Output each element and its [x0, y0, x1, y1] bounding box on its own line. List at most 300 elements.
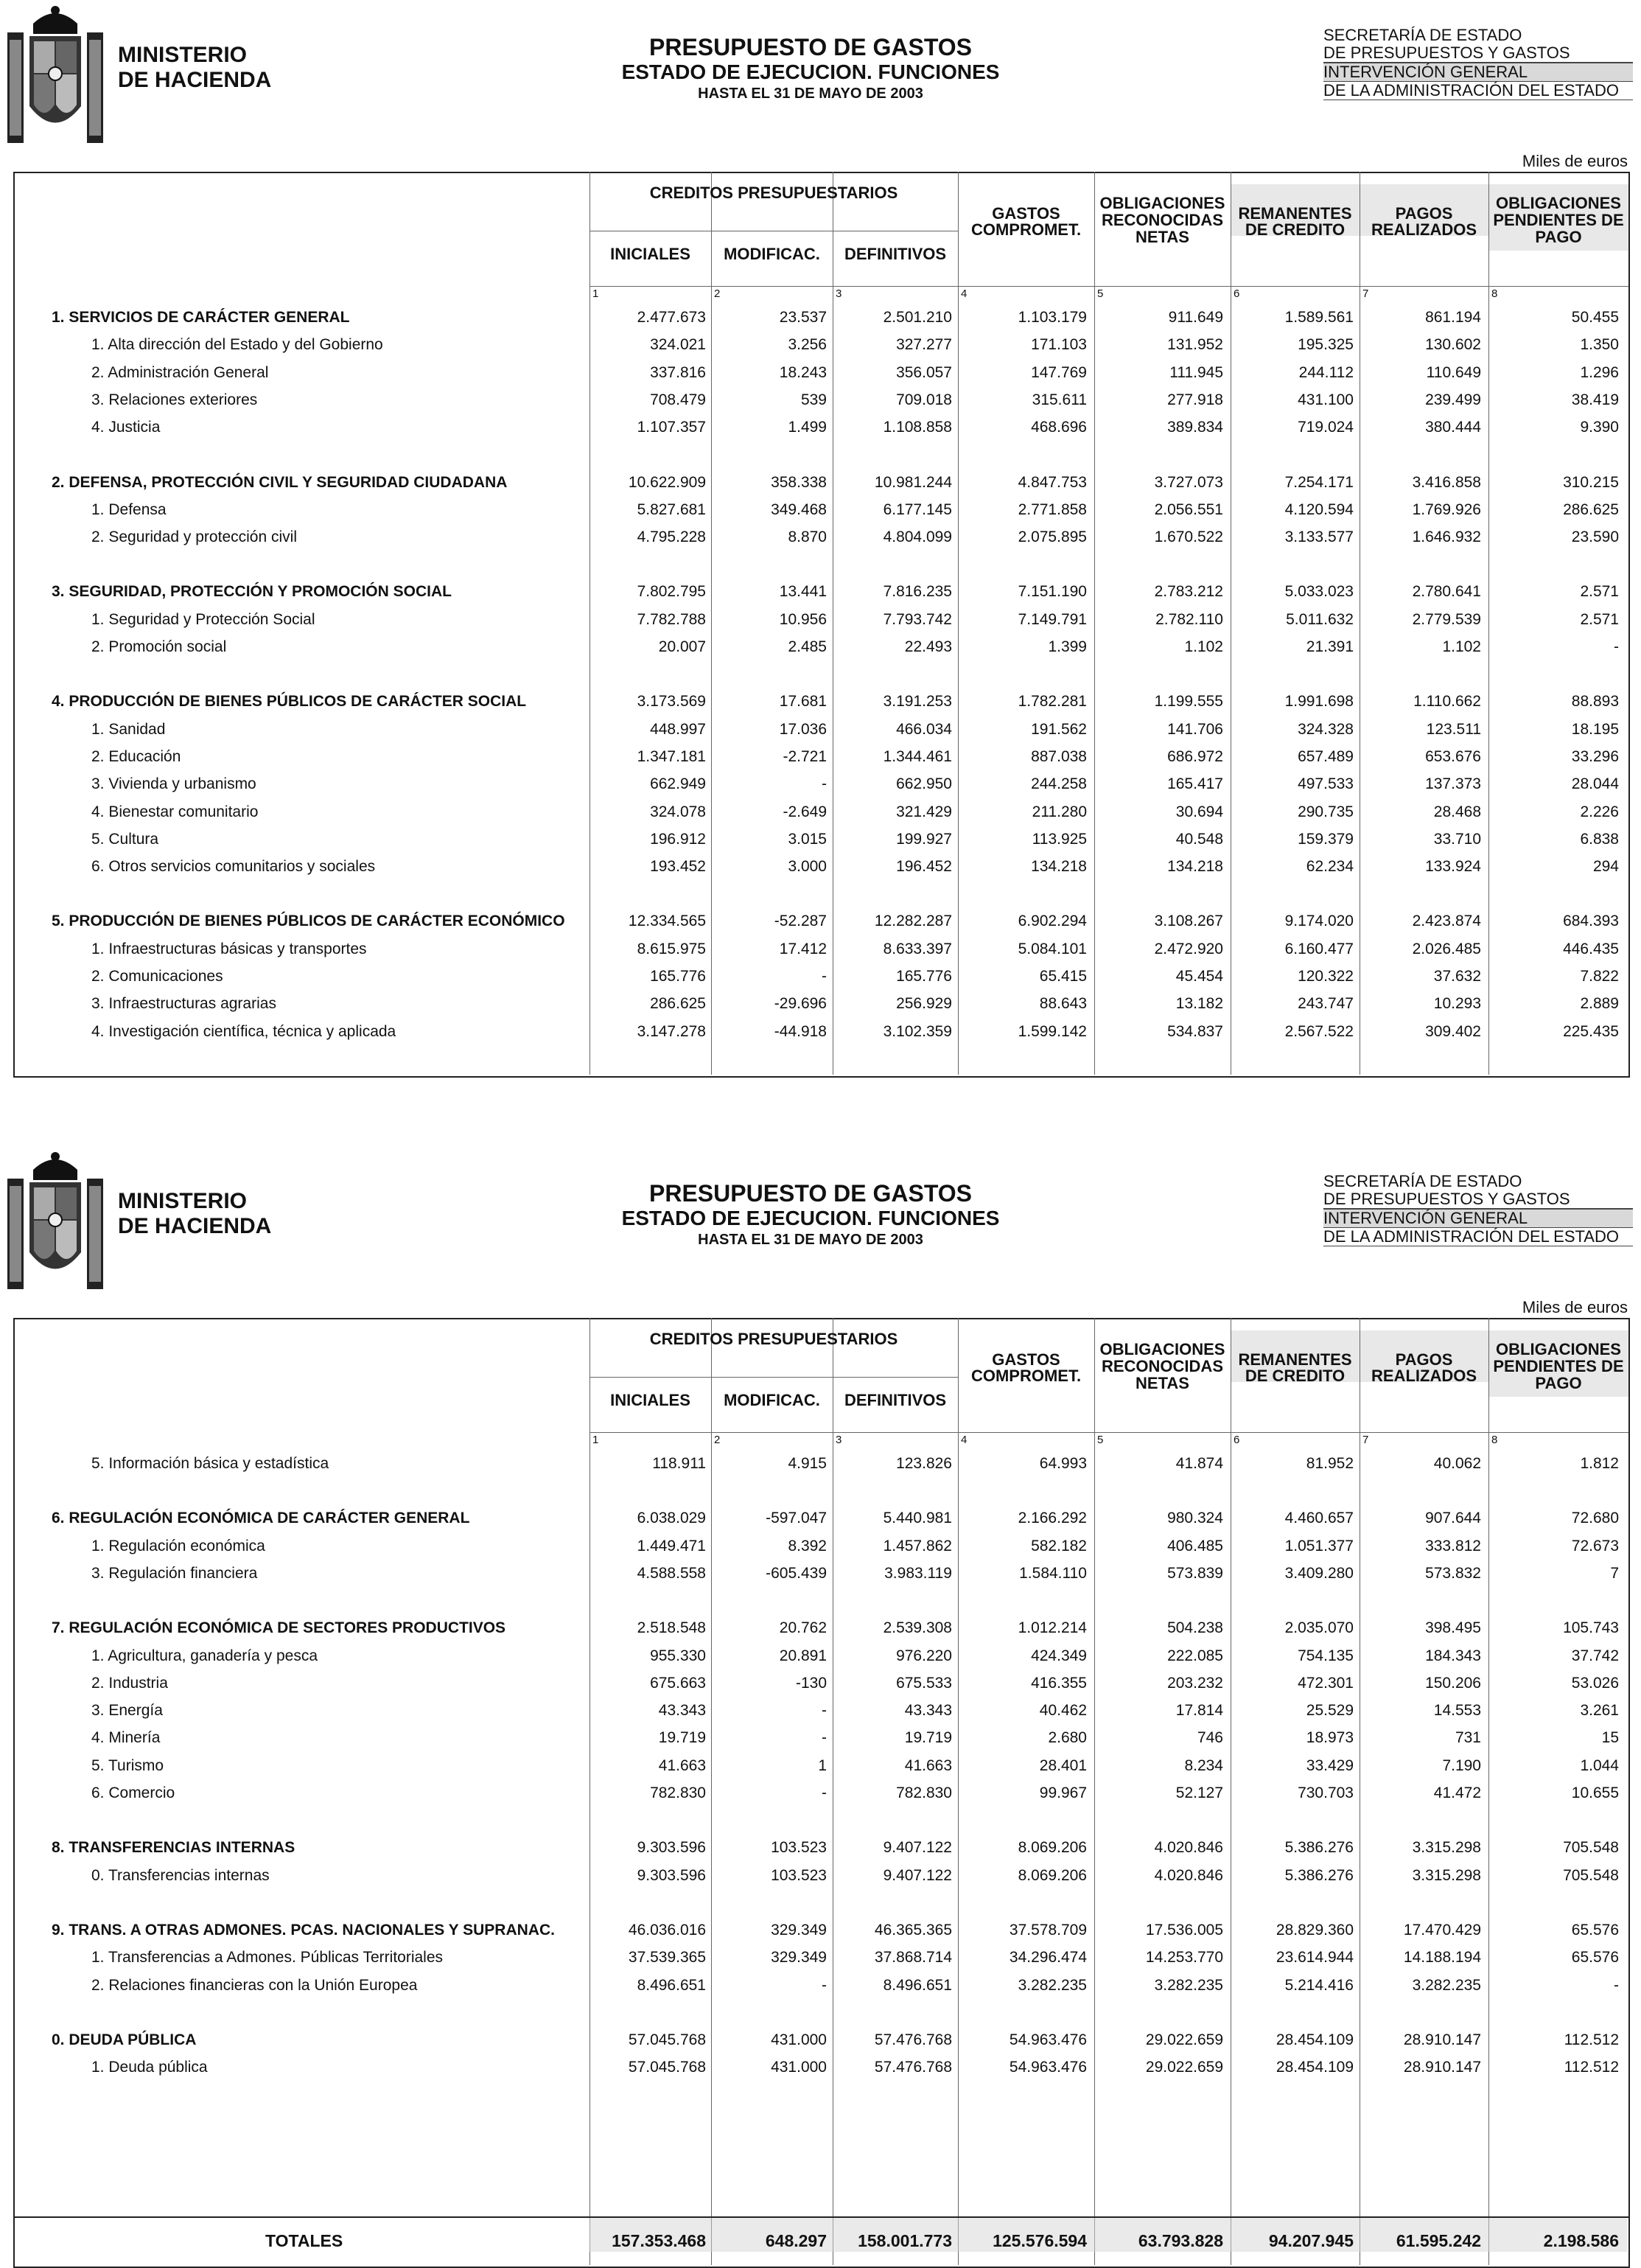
cell-value: 3.282.235 — [1018, 1976, 1087, 1994]
cell-value: -52.287 — [774, 913, 827, 930]
cell-value: 112.512 — [1564, 2031, 1619, 2048]
cell-value: 1.102 — [1442, 638, 1481, 655]
row-label: 1. Alta dirección del Estado y del Gobierno — [91, 336, 383, 354]
cell-value: 327.277 — [896, 336, 952, 354]
category-row — [15, 470, 1627, 497]
row-label: 3. Relaciones exteriores — [91, 391, 258, 408]
row-label: 1. Regulación económica — [91, 1537, 265, 1555]
row-label: 1. Seguridad y Protección Social — [91, 610, 315, 628]
row-label: 6. Comercio — [91, 1784, 175, 1801]
cell-value: -44.918 — [774, 1022, 827, 1040]
crest-container — [7, 3, 103, 143]
cell-value: -597.047 — [766, 1510, 827, 1527]
cell-value: 2.779.539 — [1412, 610, 1481, 628]
cell-value: 1.599.142 — [1018, 1022, 1087, 1040]
cell-value: 72.673 — [1571, 1537, 1619, 1555]
cell-value: -605.439 — [766, 1564, 827, 1582]
cell-value: 2.518.548 — [637, 1619, 706, 1637]
column-number: 7 — [1362, 1434, 1369, 1446]
cell-value: 17.681 — [779, 693, 827, 711]
cell-value: 329.349 — [771, 1949, 827, 1967]
cell-value: 324.328 — [1298, 720, 1354, 738]
cell-value: 389.834 — [1167, 419, 1223, 436]
cell-value: 14.553 — [1433, 1702, 1481, 1720]
cell-value: 3.191.253 — [883, 693, 952, 711]
cell-value: 103.523 — [771, 1839, 827, 1857]
subcategory-row — [15, 1533, 1627, 1560]
cell-value: 1.646.932 — [1412, 528, 1481, 546]
cell-value: 709.018 — [896, 391, 952, 408]
subcategory-row — [15, 1972, 1627, 2000]
subcategory-row — [15, 963, 1627, 991]
category-row — [15, 1505, 1627, 1532]
cell-value: 686.972 — [1167, 747, 1223, 765]
row-label: 5. Información básica y estadística — [91, 1455, 329, 1472]
cell-value: 4.847.753 — [1018, 473, 1087, 491]
title-line-2: ESTADO DE EJECUCION. FUNCIONES — [621, 60, 1000, 83]
cell-value: 57.476.768 — [874, 2031, 952, 2048]
cell-value: 10.622.909 — [628, 473, 706, 491]
totals-value: 648.297 — [765, 2231, 827, 2250]
cell-value: 2.485 — [788, 638, 827, 655]
cell-value: 705.548 — [1563, 1866, 1619, 1884]
cell-value: 111.945 — [1169, 363, 1223, 381]
cell-value: 14.188.194 — [1403, 1949, 1481, 1967]
cell-value: 705.548 — [1563, 1839, 1619, 1857]
category-row — [15, 2027, 1627, 2054]
cell-value: 8.392 — [788, 1537, 827, 1555]
cell-value: 358.338 — [771, 473, 827, 491]
subcategory-row — [15, 1643, 1627, 1670]
subcategory-row — [15, 1697, 1627, 1725]
cell-value: 380.444 — [1425, 419, 1481, 436]
cell-value: 2.567.522 — [1284, 1022, 1354, 1040]
row-label: 2. Industria — [91, 1674, 168, 1692]
cell-value: 754.135 — [1298, 1647, 1354, 1664]
cell-value: 3.727.073 — [1154, 473, 1223, 491]
cell-value: 782.830 — [896, 1784, 952, 1801]
column-header-obligaciones-3: NETAS — [1136, 1374, 1189, 1392]
cell-value: 277.918 — [1167, 391, 1223, 408]
column-number: 6 — [1234, 1434, 1240, 1446]
subcategory-row — [15, 1944, 1627, 1972]
cell-value: 12.282.287 — [874, 913, 952, 930]
cell-value: 12.334.565 — [628, 913, 706, 930]
cell-value: 81.952 — [1306, 1455, 1354, 1472]
column-header-remanentes: REMANENTES — [1238, 1350, 1352, 1369]
totals-value: 157.353.468 — [612, 2231, 706, 2250]
cell-value: 33.710 — [1433, 830, 1481, 848]
cell-value: 4.460.657 — [1284, 1510, 1354, 1527]
totals-value: 2.198.586 — [1543, 2231, 1619, 2250]
subcategory-row — [15, 524, 1627, 551]
cell-value: 193.452 — [650, 858, 706, 876]
row-label: 3. Energía — [91, 1702, 163, 1720]
cell-value: 137.373 — [1425, 775, 1481, 793]
cell-value: 315.611 — [1032, 391, 1087, 408]
cell-value: 45.454 — [1175, 968, 1223, 985]
cell-value: 7.822 — [1580, 968, 1619, 985]
cell-value: 28.910.147 — [1403, 2059, 1481, 2076]
cell-value: 980.324 — [1167, 1510, 1223, 1527]
row-label: 5. Turismo — [91, 1756, 164, 1774]
secretariat-line-2: DE PRESUPUESTOS Y GASTOS — [1323, 44, 1633, 63]
row-label: 4. Investigación científica, técnica y aplicada — [91, 1022, 396, 1040]
cell-value: 65.415 — [1039, 968, 1087, 985]
title-line-3: HASTA EL 31 DE MAYO DE 2003 — [698, 86, 923, 102]
cell-value: 30.694 — [1175, 803, 1223, 820]
totals-value: 61.595.242 — [1396, 2231, 1481, 2250]
cell-value: 37.578.709 — [1009, 1921, 1087, 1939]
column-header-pendientes: OBLIGACIONES — [1496, 194, 1621, 212]
cell-value: 1.399 — [1048, 638, 1087, 655]
subcategory-row — [15, 936, 1627, 963]
cell-value: 29.022.659 — [1145, 2059, 1223, 2076]
secretariat-line-3: INTERVENCIÓN GENERAL — [1323, 1209, 1633, 1228]
cell-value: 196.452 — [896, 858, 952, 876]
title-line-1: PRESUPUESTO DE GASTOS — [648, 34, 973, 60]
cell-value: 165.776 — [650, 968, 706, 985]
cell-value: 286.625 — [650, 995, 706, 1013]
cell-value: - — [822, 1702, 827, 1720]
totals-value: 125.576.594 — [993, 2231, 1087, 2250]
cell-value: 211.280 — [1032, 803, 1087, 820]
cell-value: 573.832 — [1425, 1564, 1481, 1582]
cell-value: 147.769 — [1031, 363, 1087, 381]
cell-value: 28.401 — [1039, 1756, 1087, 1774]
secretariat-block — [1323, 1173, 1641, 1246]
cell-value: 14.253.770 — [1145, 1949, 1223, 1967]
column-group-header: CREDITOS PRESUPUESTARIOS — [649, 1330, 898, 1348]
cell-value: 7.254.171 — [1284, 473, 1354, 491]
cell-value: 337.816 — [650, 363, 706, 381]
cell-value: 34.296.474 — [1009, 1949, 1087, 1967]
cell-value: 40.548 — [1175, 830, 1223, 848]
row-label: 3. Vivienda y urbanismo — [91, 775, 256, 793]
cell-value: 191.562 — [1031, 720, 1087, 738]
cell-value: 730.703 — [1298, 1784, 1354, 1801]
cell-value: 286.625 — [1563, 500, 1619, 518]
cell-value: 9.407.122 — [883, 1839, 952, 1857]
column-header-pagos-2: REALIZADOS — [1371, 220, 1477, 239]
cell-value: 657.489 — [1298, 747, 1354, 765]
category-row — [15, 1835, 1627, 1862]
column-header-definitivos: DEFINITIVOS — [844, 1391, 947, 1409]
totals-label: TOTALES — [265, 2231, 343, 2250]
category-row — [15, 1917, 1627, 1944]
cell-value: 468.696 — [1031, 419, 1087, 436]
cell-value: 17.536.005 — [1145, 1921, 1223, 1939]
subcategory-row — [15, 744, 1627, 771]
cell-value: 1.344.461 — [883, 747, 952, 765]
cell-value: 431.000 — [771, 2059, 827, 2076]
cell-value: 28.044 — [1571, 775, 1619, 793]
cell-value: 294 — [1592, 858, 1619, 876]
cell-value: 37.632 — [1433, 968, 1481, 985]
column-number: 4 — [961, 287, 968, 300]
units-label: Miles de euros — [1522, 152, 1628, 170]
subcategory-row — [15, 634, 1627, 661]
cell-value: 1.110.662 — [1413, 693, 1481, 711]
column-number: 5 — [1097, 287, 1104, 300]
cell-value: 99.967 — [1039, 1784, 1087, 1801]
cell-value: 225.435 — [1563, 1022, 1619, 1040]
cell-value: 1.991.698 — [1284, 693, 1354, 711]
row-label: 1. Infraestructuras básicas y transportes — [91, 940, 367, 957]
cell-value: 203.232 — [1167, 1674, 1223, 1692]
cell-value: 976.220 — [896, 1647, 952, 1664]
header-rule — [589, 1432, 1628, 1433]
cell-value: 4.915 — [788, 1455, 827, 1472]
cell-value: 28.468 — [1433, 803, 1481, 820]
cell-value: 120.322 — [1298, 968, 1354, 985]
cell-value: 7.793.742 — [883, 610, 952, 628]
cell-value: 131.952 — [1167, 336, 1223, 354]
cell-value: 3.261 — [1580, 1702, 1619, 1720]
row-label: 2. DEFENSA, PROTECCIÓN CIVIL Y SEGURIDAD CIUDADANA — [52, 473, 508, 491]
cell-value: 5.033.023 — [1284, 583, 1354, 601]
subcategory-row — [15, 607, 1627, 634]
cell-value: 13.441 — [779, 583, 827, 601]
cell-value: 1.670.522 — [1154, 528, 1223, 546]
column-number: 2 — [714, 287, 721, 300]
cell-value: 41.663 — [658, 1756, 706, 1774]
cell-value: - — [822, 775, 827, 793]
cell-value: 431.000 — [771, 2031, 827, 2048]
cell-value: 2.056.551 — [1154, 500, 1223, 518]
category-row — [15, 304, 1627, 332]
secretariat-block — [1323, 27, 1641, 100]
cell-value: -29.696 — [774, 995, 827, 1013]
cell-value: 184.343 — [1425, 1647, 1481, 1664]
cell-value: 4.804.099 — [883, 528, 952, 546]
row-label: 4. Bienestar comunitario — [91, 803, 259, 820]
cell-value: - — [822, 1784, 827, 1801]
cell-value: 7.782.788 — [637, 610, 706, 628]
cell-value: 2.571 — [1580, 583, 1619, 601]
cell-value: 5.827.681 — [637, 500, 706, 518]
cell-value: 123.826 — [896, 1455, 952, 1472]
secretariat-line-4: DE LA ADMINISTRACIÓN DEL ESTADO — [1323, 1228, 1633, 1246]
cell-value: 37.742 — [1571, 1647, 1619, 1664]
cell-value: 165.417 — [1167, 775, 1223, 793]
page-header — [0, 1146, 1641, 1316]
totals-value: 94.207.945 — [1268, 2231, 1354, 2250]
cell-value: 9.303.596 — [637, 1839, 706, 1857]
cell-value: 2.166.292 — [1018, 1510, 1087, 1527]
cell-value: 20.891 — [779, 1647, 827, 1664]
column-number: 1 — [592, 287, 599, 300]
cell-value: 2.075.895 — [1018, 528, 1087, 546]
cell-value: 7 — [1610, 1564, 1619, 1582]
subcategory-row — [15, 1863, 1627, 1890]
report-page — [0, 1146, 1641, 2265]
subcategory-row — [15, 991, 1627, 1018]
column-header-pagos-2: REALIZADOS — [1371, 1367, 1477, 1385]
cell-value: 118.911 — [652, 1455, 706, 1472]
report-page — [0, 0, 1641, 1119]
cell-value: 222.085 — [1167, 1647, 1223, 1664]
cell-value: 5.214.416 — [1284, 1976, 1354, 1994]
cell-value: 1.199.555 — [1154, 693, 1223, 711]
cell-value: 3.147.278 — [637, 1022, 706, 1040]
cell-value: 8.870 — [788, 528, 827, 546]
cell-value: 653.676 — [1425, 747, 1481, 765]
cell-value: 244.112 — [1298, 363, 1354, 381]
cell-value: 446.435 — [1563, 940, 1619, 957]
subcategory-row — [15, 716, 1627, 744]
cell-value: 5.440.981 — [883, 1510, 952, 1527]
cell-value: 448.997 — [650, 720, 706, 738]
secretariat-line-1: SECRETARÍA DE ESTADO — [1323, 1172, 1522, 1190]
cell-value: 424.349 — [1031, 1647, 1087, 1664]
column-header-obligaciones: OBLIGACIONES — [1099, 194, 1225, 212]
column-header-obligaciones-2: RECONOCIDAS — [1101, 1357, 1223, 1375]
cell-value: 5.084.101 — [1018, 940, 1087, 957]
cell-value: 22.493 — [904, 638, 952, 655]
subcategory-row — [15, 854, 1627, 881]
column-header-definitivos: DEFINITIVOS — [844, 245, 947, 263]
cell-value: 54.963.476 — [1009, 2059, 1087, 2076]
cell-value: 123.511 — [1426, 720, 1481, 738]
cell-value: 4.020.846 — [1154, 1866, 1223, 1884]
row-label: 0. Transferencias internas — [91, 1866, 270, 1884]
cell-value: 133.924 — [1425, 858, 1481, 876]
cell-value: 15 — [1601, 1729, 1619, 1747]
subcategory-row — [15, 332, 1627, 359]
row-label: 6. Otros servicios comunitarios y sociales — [91, 858, 376, 876]
cell-value: -130 — [795, 1674, 827, 1692]
column-header-modificac: MODIFICAC. — [724, 1391, 820, 1409]
subcategory-row — [15, 1019, 1627, 1046]
cell-value: 1.812 — [1580, 1455, 1619, 1472]
cell-value: 324.078 — [650, 803, 706, 820]
ministry-line-2: DE HACIENDA — [118, 1214, 272, 1238]
cell-value: 8.615.975 — [637, 940, 706, 957]
cell-value: 23.537 — [779, 309, 827, 326]
column-header-pendientes: OBLIGACIONES — [1496, 1340, 1621, 1358]
subcategory-row — [15, 826, 1627, 854]
cell-value: 46.036.016 — [628, 1921, 706, 1939]
row-label: 3. Regulación financiera — [91, 1564, 258, 1582]
cell-value: 43.343 — [658, 1702, 706, 1720]
subcategory-row — [15, 771, 1627, 798]
column-header-pendientes-2: PENDIENTES DE — [1493, 1357, 1624, 1375]
ministry-name — [118, 1189, 271, 1239]
cell-value: 497.533 — [1298, 775, 1354, 793]
cell-value: 2.889 — [1580, 995, 1619, 1013]
cell-value: 416.355 — [1031, 1674, 1087, 1692]
cell-value: 141.706 — [1167, 720, 1223, 738]
cell-value: 7.149.791 — [1018, 610, 1087, 628]
cell-value: 1.449.471 — [637, 1537, 706, 1555]
cell-value: 7.802.795 — [637, 583, 706, 601]
cell-value: 8.496.651 — [883, 1976, 952, 1994]
cell-value: -2.721 — [783, 747, 827, 765]
subcategory-row — [15, 387, 1627, 414]
row-label: 4. Minería — [91, 1729, 161, 1747]
cell-value: 5.386.276 — [1284, 1866, 1354, 1884]
cell-value: 5.386.276 — [1284, 1839, 1354, 1857]
cell-value: 3.983.119 — [884, 1564, 952, 1582]
cell-value: 17.412 — [779, 940, 827, 957]
cell-value: 534.837 — [1167, 1022, 1223, 1040]
column-number: 1 — [592, 1434, 599, 1446]
cell-value: 8.633.397 — [883, 940, 952, 957]
subcategory-row — [15, 360, 1627, 387]
cell-value: 17.470.429 — [1403, 1921, 1481, 1939]
cell-value: 239.499 — [1425, 391, 1481, 408]
cell-value: 3.108.267 — [1154, 913, 1223, 930]
category-row — [15, 579, 1627, 606]
cell-value: 8.234 — [1184, 1756, 1223, 1774]
cell-value: 17.814 — [1175, 1702, 1223, 1720]
cell-value: 2.026.485 — [1412, 940, 1481, 957]
report-title — [575, 34, 1046, 103]
cell-value: 329.349 — [771, 1921, 827, 1939]
cell-value: 37.539.365 — [628, 1949, 706, 1967]
cell-value: 37.868.714 — [874, 1949, 952, 1967]
cell-value: 29.022.659 — [1145, 2031, 1223, 2048]
cell-value: 2.423.874 — [1412, 913, 1481, 930]
category-row — [15, 688, 1627, 716]
row-label: 2. Comunicaciones — [91, 968, 223, 985]
cell-value: 3.173.569 — [637, 693, 706, 711]
subcategory-row — [15, 1725, 1627, 1752]
cell-value: 23.590 — [1571, 528, 1619, 546]
row-label: 3. SEGURIDAD, PROTECCIÓN Y PROMOCIÓN SOCIAL — [52, 583, 452, 601]
column-number: 6 — [1234, 287, 1240, 300]
cell-value: 2.782.110 — [1155, 610, 1223, 628]
subcategory-row — [15, 1670, 1627, 1697]
page-header — [0, 0, 1641, 170]
cell-value: 130.602 — [1425, 336, 1481, 354]
cell-value: 112.512 — [1564, 2059, 1619, 2076]
cell-value: 57.045.768 — [628, 2059, 706, 2076]
cell-value: 64.993 — [1039, 1455, 1087, 1472]
cell-value: -2.649 — [783, 803, 827, 820]
row-label: 2. Educación — [91, 747, 181, 765]
cell-value: 165.776 — [896, 968, 952, 985]
cell-value: 7.190 — [1442, 1756, 1481, 1774]
column-header-obligaciones: OBLIGACIONES — [1099, 1340, 1225, 1358]
coat-of-arms-icon — [7, 3, 103, 143]
cell-value: 6.838 — [1580, 830, 1619, 848]
cell-value: 1.296 — [1580, 363, 1619, 381]
cell-value: 18.973 — [1306, 1729, 1354, 1747]
cell-value: 10.981.244 — [874, 473, 952, 491]
column-header-pagos: PAGOS — [1395, 204, 1453, 223]
column-number: 8 — [1491, 287, 1498, 300]
row-label: 4. PRODUCCIÓN DE BIENES PÚBLICOS DE CARÁCTER SOCIAL — [52, 693, 527, 711]
cell-value: 1.457.862 — [883, 1537, 952, 1555]
category-row — [15, 908, 1627, 935]
row-label: 1. SERVICIOS DE CARÁCTER GENERAL — [52, 309, 350, 326]
cell-value: 309.402 — [1425, 1022, 1481, 1040]
cell-value: 28.829.360 — [1276, 1921, 1354, 1939]
cell-value: - — [822, 968, 827, 985]
row-label: 9. TRANS. A OTRAS ADMONES. PCAS. NACIONALES Y SUPRANAC. — [52, 1921, 555, 1939]
cell-value: 887.038 — [1031, 747, 1087, 765]
cell-value: 582.182 — [1031, 1537, 1087, 1555]
cell-value: 52.127 — [1175, 1784, 1223, 1801]
secretariat-line-4: DE LA ADMINISTRACIÓN DEL ESTADO — [1323, 82, 1633, 100]
column-group-header: CREDITOS PRESUPUESTARIOS — [649, 184, 898, 202]
cell-value: 195.325 — [1298, 336, 1354, 354]
cell-value: 21.391 — [1306, 638, 1354, 655]
cell-value: 1.103.179 — [1018, 309, 1087, 326]
cell-value: 7.816.235 — [883, 583, 952, 601]
